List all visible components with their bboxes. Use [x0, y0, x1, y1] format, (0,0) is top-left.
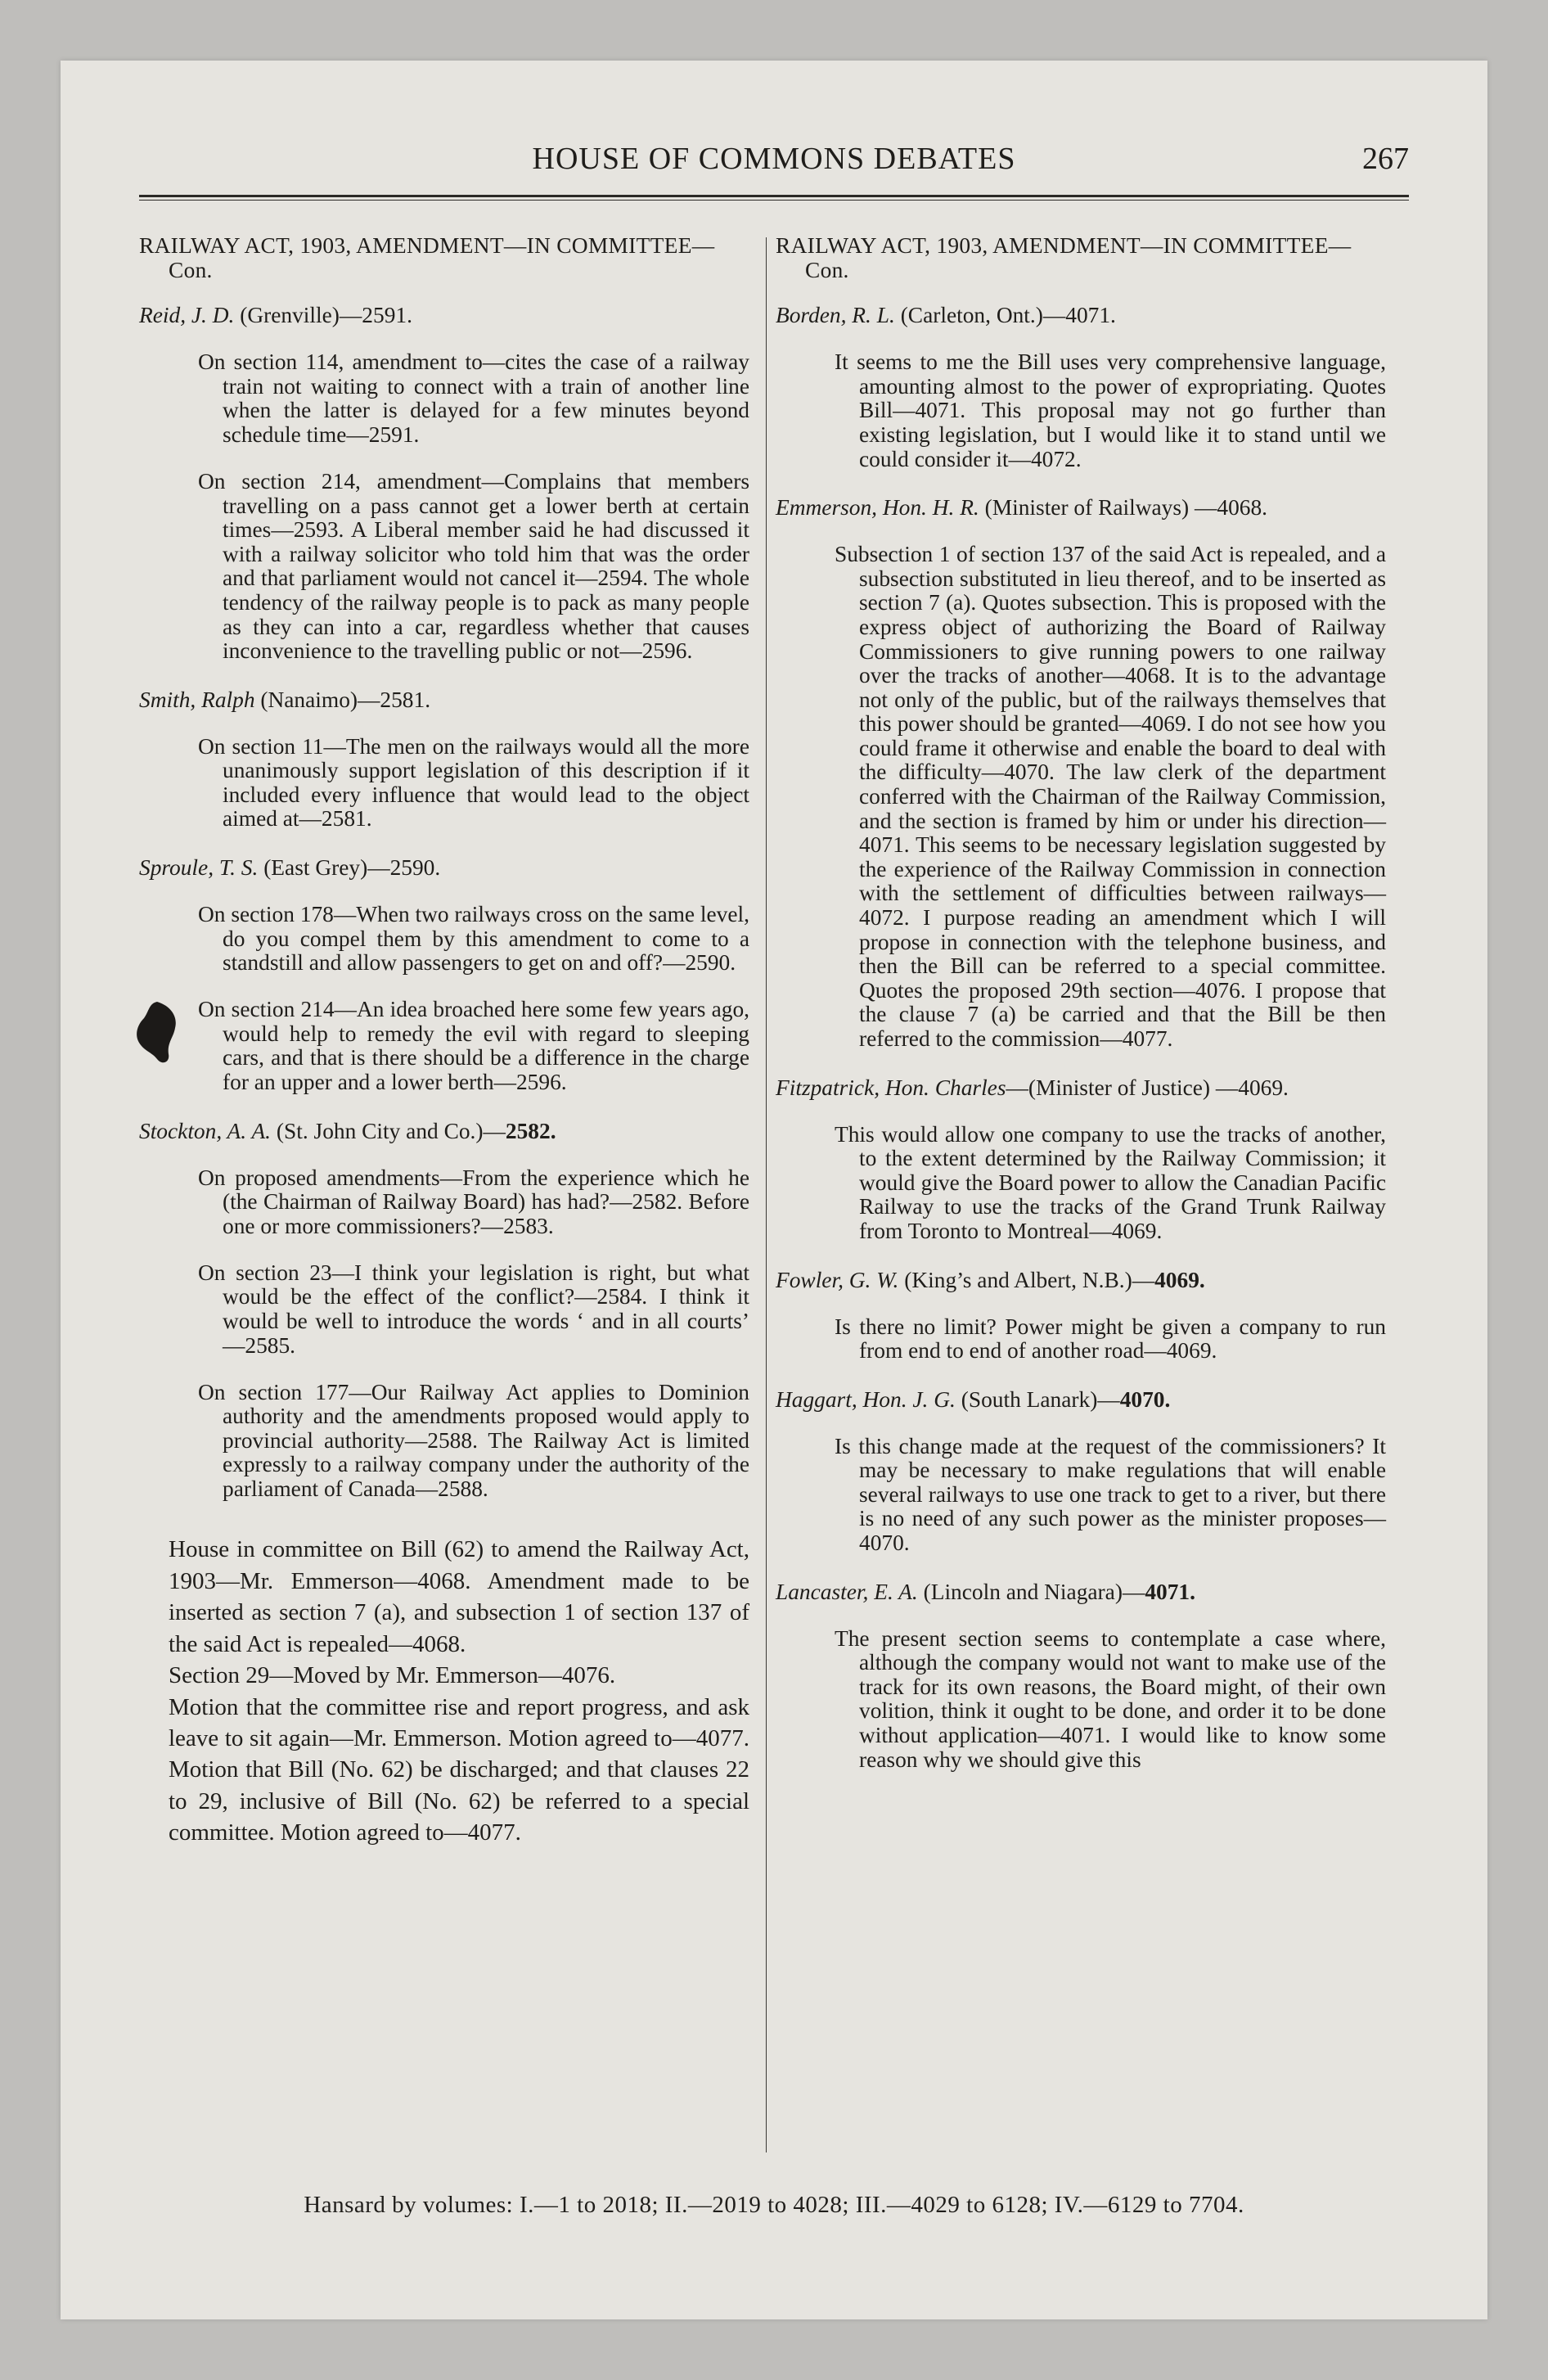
proceedings-paragraph: House in committee on Bill (62) to amend the Railway Act, 1903—Mr. Emmerson—4068. Amendment made to be inserted as section 7 (a), and subsection 1 of section 137 of the said Act is repealed—4068.	[169, 1536, 749, 1657]
header-rule-thin	[139, 200, 1409, 201]
speech-paragraph: On section 177—Our Railway Act applies to Dominion authority and the amendments proposed would apply to provincial authority—2588. The Railway Act is limited expressly to a railway company under the authority of the parliament of Canada—2588.	[198, 1379, 749, 1501]
speaker-heading	[776, 1580, 1386, 1605]
proceedings-paragraph: Motion that the committee rise and report progress, and ask leave to sit again—Mr. Emmerson. Motion agreed to—4077. Motion that Bill (No. 62) be discharged; and that clauses 22 to 29, inclusive of Bill (No. 62) be referred to a special committee. Motion agreed to—4077.	[169, 1693, 749, 1846]
speaker-entry	[776, 496, 1386, 1051]
speech-paragraph: On proposed amendments—From the experience which he (the Chairman of Railway Board) has had?—2582. Before one or more commissioners?—2583.	[198, 1165, 749, 1238]
column-divider	[766, 237, 767, 2152]
speaker-heading	[139, 1120, 749, 1144]
page-number: 267	[1362, 142, 1409, 176]
speech-paragraph: On section 214, amendment—Complains that members travelling on a pass cannot get a lower berth at certain times—2593. A Liberal member said he had discussed it with a railway solicitor who told him that was the order and that parliament would not cancel it—2594. The whole tendency of the railway people is to pack as many people as they can into a car, regardless whether that causes inconvenience to the travelling public or not—2596.	[198, 468, 749, 664]
speaker-entry	[776, 1580, 1386, 1773]
speaker-entry	[139, 1120, 749, 1502]
speaker-riding: —(Minister of Justice) —4069.	[1006, 1075, 1289, 1100]
speaker-riding: (Lincoln and Niagara)—	[923, 1579, 1145, 1604]
speaker-riding: (St. John City and Co.)—	[276, 1118, 506, 1143]
speaker-entry	[139, 688, 749, 832]
speaker-riding: (Nanaimo)—2581.	[260, 687, 431, 712]
speaker-name: Lancaster, E. A.	[776, 1579, 918, 1604]
speaker-heading	[776, 304, 1386, 328]
speech-paragraph: On section 11—The men on the railways would all the more unanimously support legislation of this description if it included every influence that would lead to the object aimed at—2581.	[198, 733, 749, 832]
speaker-heading	[776, 1269, 1386, 1293]
speaker-riding: (Carleton, Ont.)—4071.	[900, 303, 1116, 328]
speaker-heading	[139, 688, 749, 713]
speaker-heading	[139, 304, 749, 328]
speech-paragraph: It seems to me the Bill uses very comprehensive language, amounting almost to the power of expropriating. Quotes Bill—4071. This proposal may not go further than existing legislation, but I would like it to stand until we could consider it—4072.	[835, 349, 1386, 471]
speech-paragraph: This would allow one company to use the tracks of another, to the extent determined by the Railway Commission; it would give the Board power to allow the Canadian Pacific Railway to use the tracks of the Grand Trunk Railway from Toronto to Montreal—4069.	[835, 1121, 1386, 1243]
speaker-riding: (Grenville)—2591.	[240, 303, 412, 328]
speaker-name: Emmerson, Hon. H. R.	[776, 495, 979, 521]
proceedings-paragraph: Section 29—Moved by Mr. Emmerson—4076.	[169, 1662, 616, 1689]
speaker-entry	[139, 856, 749, 1095]
section-title: RAILWAY ACT, 1903, AMENDMENT—IN COMMITTEE—Con.	[139, 233, 715, 282]
page-footer: Hansard by volumes: I.—1 to 2018; II.—2019 to 4028; III.—4029 to 6128; IV.—6129 to 7704.	[304, 2192, 1244, 2218]
speaker-entry	[776, 1076, 1386, 1244]
speech-paragraph: Is this change made at the request of the commissioners? It may be necessary to make regulations that will enable several railways to use one track to get to a river, but there is no need of any such power as the minister proposes—4070.	[835, 1433, 1386, 1556]
speaker-riding-page: 4069.	[1154, 1267, 1205, 1292]
speaker-entry	[776, 1269, 1386, 1364]
speech-paragraph: Is there no limit? Power might be given a company to run from end to end of another road—4069.	[835, 1314, 1386, 1364]
page-header: HOUSE OF COMMONS DEBATES	[532, 142, 1016, 176]
speaker-riding-page: 4070.	[1119, 1386, 1171, 1412]
speech-paragraph: Subsection 1 of section 137 of the said Act is repealed, and a subsection substituted in lieu thereof, and to be inserted as section 7 (a). Quotes subsection. This is proposed with the express object of authorizing the Board of Railway Commissioners to give running powers to one railway over the tracks of another—4068. It is to the advantage not only of the public, but of the railways themselves that this power should be granted—4069. I do not see how you could frame it otherwise and enable the board to deal with the difficulty—4070. The law clerk of the department conferred with the Chairman of the Railway Commission, and the section is framed by him or under his direction—4071. This seems to be necessary legislation suggested by the experience of the Railway Commission in connection with the settlement of difficulties between railways—4072. I purpose reading an amendment which I will propose in connection with the telephone business, and then the Bill can be referred to a special committee. Quotes the proposed 29th section—4076. I propose that the clause 7 (a) be carried and that the Bill be then referred to the commission—4077.	[835, 542, 1386, 1051]
speaker-name: Fitzpatrick, Hon. Charles	[776, 1075, 1006, 1100]
speech-paragraph: The present section seems to contemplate a case where, although the company would not want to make use of the track for its own reasons, the Board might, of their own volition, think it ought to be done, and order it to be done without application—4071. I would like to know some reason why we should give this	[835, 1625, 1386, 1772]
speech-paragraph: On section 178—When two railways cross on the same level, do you compel them by this amendment to come to a standstill and allow passengers to get on and off?—2590.	[198, 902, 749, 976]
section-title: RAILWAY ACT, 1903, AMENDMENT—IN COMMITTEE—Con.	[776, 233, 1352, 282]
header-rule	[139, 195, 1409, 197]
left-column	[139, 234, 749, 1849]
speaker-heading	[776, 1076, 1386, 1101]
speaker-heading	[139, 856, 749, 881]
speaker-name: Sproule, T. S.	[139, 855, 259, 881]
speaker-heading	[776, 496, 1386, 521]
document-page	[61, 61, 1487, 2319]
speaker-name: Borden, R. L.	[776, 303, 895, 328]
speaker-name: Reid, J. D.	[139, 303, 235, 328]
speaker-name: Haggart, Hon. J. G.	[776, 1386, 956, 1412]
speaker-name: Stockton, A. A.	[139, 1118, 272, 1143]
speaker-riding: (King’s and Albert, N.B.)—	[904, 1267, 1155, 1292]
speaker-entry	[776, 1388, 1386, 1556]
speech-paragraph: On section 23—I think your legislation is right, but what would be the effect of the conflict?—2584. I think it would be well to introduce the words ‘ and in all courts’ —2585.	[198, 1260, 749, 1358]
right-column	[776, 234, 1386, 1796]
speech-paragraph: On section 214—An idea broached here some few years ago, would help to remedy the evil with regard to sleeping cars, and that is there should be a difference in the charge for an upper and a lower berth—2596.	[198, 997, 749, 1094]
speaker-riding: (South Lanark)—	[961, 1386, 1120, 1412]
speaker-heading	[776, 1388, 1386, 1413]
speaker-riding-page: 2582.	[505, 1118, 556, 1143]
speaker-riding-page: 4071.	[1145, 1579, 1195, 1604]
speaker-riding: (Minister of Railways) —4068.	[984, 495, 1268, 521]
speech-paragraph: On section 114, amendment to—cites the case of a railway train not waiting to connect with a train of another line when the latter is delayed for a few minutes beyond schedule time—2591.	[198, 349, 749, 447]
speaker-entry	[776, 304, 1386, 471]
speaker-riding: (East Grey)—2590.	[263, 855, 441, 881]
speaker-entry	[139, 304, 749, 664]
speaker-name: Smith, Ralph	[139, 687, 255, 712]
proceedings-block	[139, 1534, 749, 1848]
speaker-name: Fowler, G. W.	[776, 1267, 899, 1292]
